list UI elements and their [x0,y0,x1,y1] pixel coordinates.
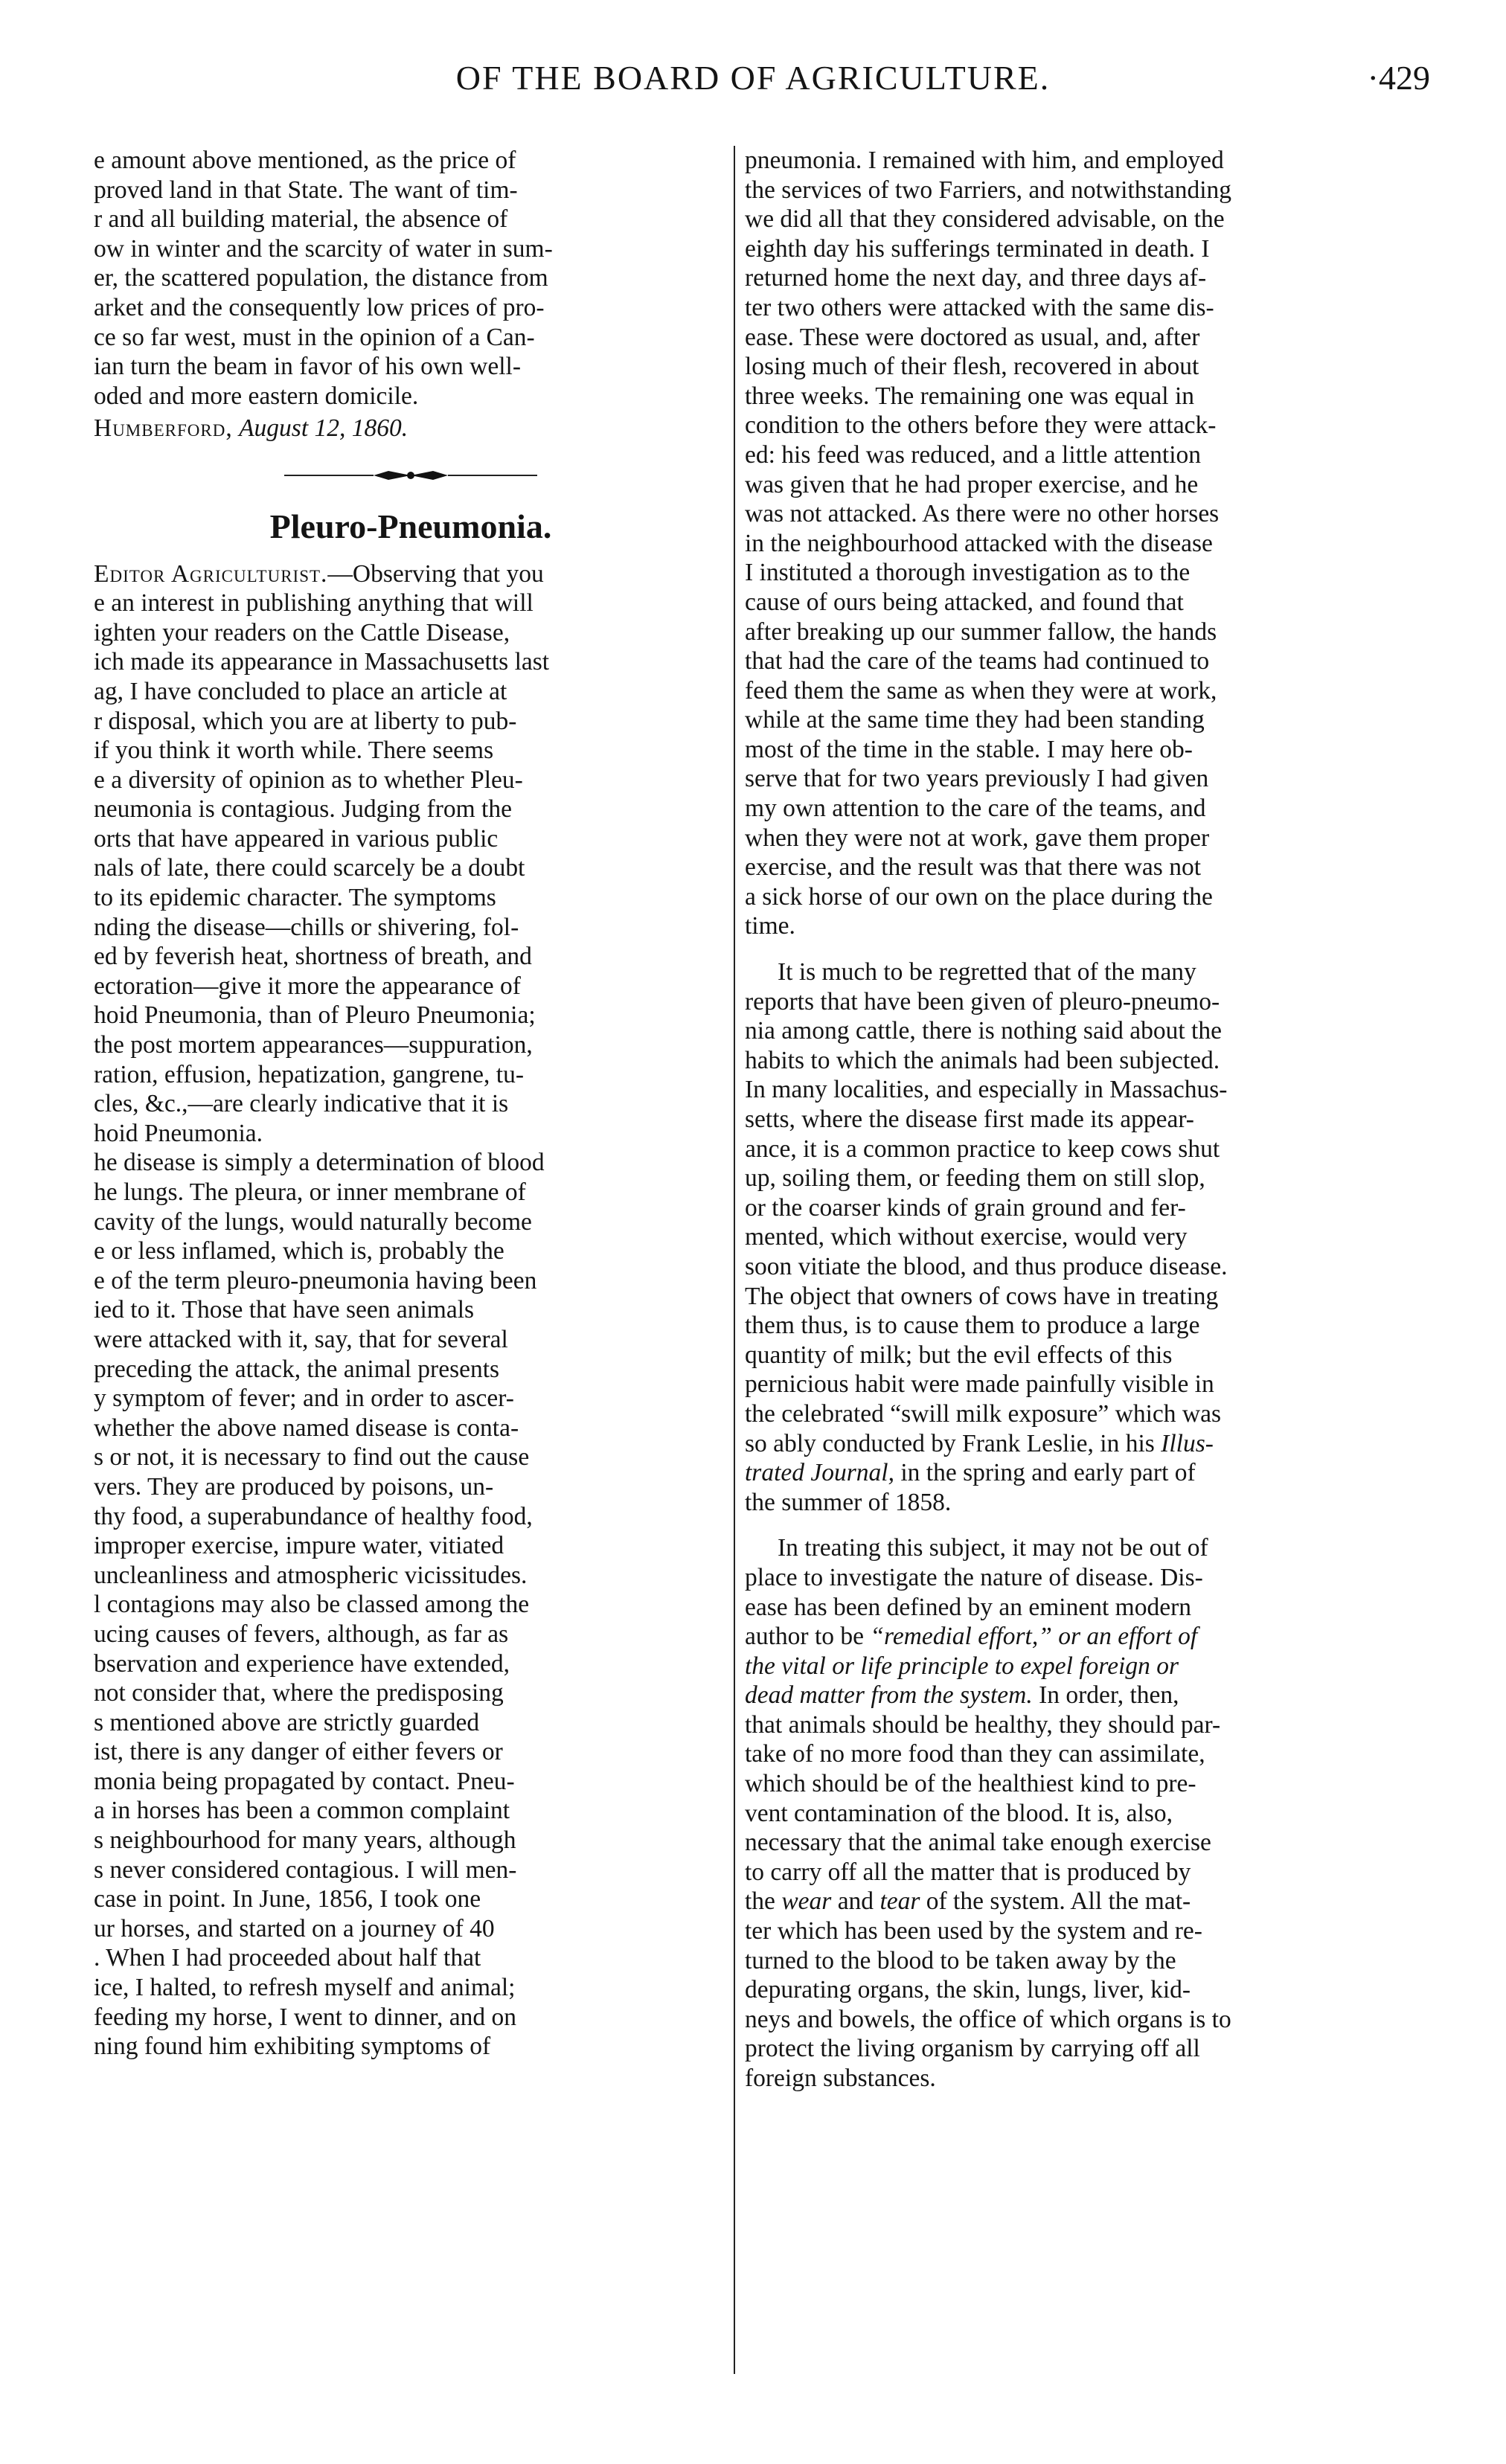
line: were attacked with it, say, that for several [94,1325,508,1353]
line: mented, which without exercise, would very [745,1223,1188,1251]
line: losing much of their flesh, recovered in about [745,353,1199,381]
line: er, the scattered population, the distance from [94,264,548,292]
line: ich made its appearance in Massachusetts last [94,648,550,676]
ornamental-rule [94,443,728,507]
line: or the coarser kinds of grain ground and fer- [745,1193,1186,1222]
line: depurating organs, the skin, lungs, liver, kid- [745,1976,1191,2004]
line: s never considered contagious. I will men- [94,1855,517,1884]
line: In treating this subject, it may not be out of [778,1534,1208,1562]
line: ian turn the beam in favor of his own well- [94,353,521,381]
line: nding the disease—chills or shivering, fol- [94,913,519,941]
page-number: ·429 [1367,59,1430,97]
line: y symptom of fever; and in order to ascer- [94,1385,514,1413]
paragraph-3 [745,1533,1414,2093]
italic-text: “remedial effort,” or an effort of [870,1623,1198,1651]
line: when they were not at work, gave them proper [745,824,1210,852]
line: ration, effusion, hepatization, gangrene, tu- [94,1060,524,1088]
line: the [745,1887,782,1916]
line: so ably conducted by Frank Leslie, in his [745,1429,1161,1457]
left-column [94,146,728,2430]
line: place to investigate the nature of disease. Dis- [745,1563,1203,1591]
line: In order, then, [1032,1681,1179,1710]
italic-text: wear [781,1887,832,1916]
line: in the spring and early part of [894,1459,1196,1487]
line: was given that he had proper exercise, and he [745,470,1199,498]
line: in the neighbourhood attacked with the disease [745,529,1213,557]
line: e amount above mentioned, as the price of [94,147,516,174]
salutation: Editor Agriculturist. [94,559,328,588]
line: he disease is simply a determination of blood [94,1149,545,1177]
line: eighth day his sufferings terminated in death. I [745,234,1210,263]
line: cause of ours being attacked, and found that [745,588,1184,616]
line: returned home the next day, and three days af- [745,264,1207,292]
line: three weeks. The remaining one was equal in [745,382,1195,410]
line: the post mortem appearances—suppuration, [94,1031,533,1059]
line: he lungs. The pleura, or inner membrane of [94,1178,526,1206]
line: necessary that the animal take enough exercise [745,1829,1211,1857]
line: and [831,1887,880,1916]
line: In many localities, and especially in Massachus- [745,1076,1228,1104]
line: feed them the same as when they were at work, [745,676,1217,705]
dateline [94,414,728,443]
running-title: OF THE BOARD OF AGRICULTURE. [455,59,1051,97]
line: of the system. All the mat- [920,1887,1191,1916]
line: take of no more food than they can assimilate, [745,1740,1205,1768]
line: that animals should be healthy, they should par- [745,1710,1221,1739]
line: ed: his feed was reduced, and a little attention [745,440,1202,469]
line: nals of late, there could scarcely be a doubt [94,854,525,882]
line: a in horses has been a common complaint [94,1797,510,1825]
line: ow in winter and the scarcity of water in sum- [94,234,553,263]
line: orts that have appeared in various public [94,824,499,853]
line: pneumonia. I remained with him, and employed [745,147,1224,174]
line: most of the time in the stable. I may here ob- [745,735,1193,763]
italic-text: tear [879,1887,920,1916]
line: —Observing that you [327,559,544,588]
line: turned to the blood to be taken away by the [745,1946,1176,1974]
line: cavity of the lungs, would naturally become [94,1207,532,1236]
line: the summer of 1858. [745,1488,952,1516]
line: improper exercise, impure water, vitiated [94,1532,504,1560]
line: case in point. In June, 1856, I took one [94,1885,481,1913]
line: to carry off all the matter that is produced by [745,1858,1191,1886]
line: habits to which the animals had been subjected. [745,1046,1220,1074]
italic-text: Illus- [1161,1429,1214,1457]
line: condition to the others before they were attack- [745,411,1217,440]
line: ucing causes of fevers, although, as far as [94,1620,509,1648]
line: the services of two Farriers, and notwithstanding [745,176,1232,204]
line: pernicious habit were made painfully visible in [745,1370,1214,1399]
line: setts, where the disease first made its appear- [745,1106,1194,1133]
line: ice, I halted, to refresh myself and animal; [94,1974,516,2002]
line: The object that owners of cows have in treating [745,1282,1219,1310]
line: ease has been defined by an eminent modern [745,1593,1191,1621]
line: ance, it is a common practice to keep cows shut [745,1135,1220,1163]
line: ighten your readers on the Cattle Disease, [94,618,510,647]
line: vers. They are produced by poisons, un- [94,1472,494,1501]
italic-text: trated Journal, [745,1459,894,1487]
line: which should be of the healthiest kind to pre- [745,1770,1196,1798]
line: protect the living organism by carrying off all [745,2035,1200,2063]
line: It is much to be regretted that of the many [778,958,1196,986]
line: ur horses, and started on a journey of 40 [94,1914,495,1942]
line: ist, there is any danger of either fevers or [94,1738,503,1766]
line: I instituted a thorough investigation as to the [745,559,1191,587]
line: that had the care of the teams had continued to [745,647,1210,676]
dateline-place: Humberford, [94,414,233,443]
line: while at the same time they had been standing [745,706,1205,734]
line: them thus, is to cause them to produce a large [745,1312,1200,1340]
running-head [0,58,1506,110]
line: cles, &c.,—are clearly indicative that it is [94,1090,509,1118]
line: s or not, it is necessary to find out the cause [94,1443,530,1472]
line: ied to it. Those that have seen animals [94,1296,475,1324]
italic-text: dead matter from the system. [745,1681,1033,1710]
line: my own attention to the care of the teams, and [745,795,1206,823]
line: the celebrated “swill milk exposure” which was [745,1399,1222,1428]
line: soon vitiate the blood, and thus produce disease. [745,1252,1228,1280]
line: ag, I have concluded to place an article at [94,677,507,705]
line: quantity of milk; but the evil effects of this [745,1341,1173,1369]
line: ter which has been used by the system and re- [745,1917,1202,1945]
line: to its epidemic character. The symptoms [94,884,496,912]
line: . When I had proceeded about half that [94,1944,481,1972]
line: whether the above named disease is conta- [94,1414,519,1442]
line: ed by feverish heat, shortness of breath, and [94,943,532,971]
line: arket and the consequently low prices of pro- [94,293,545,321]
line: a sick horse of our own on the place during the [745,882,1213,911]
line: proved land in that State. The want of tim- [94,176,518,204]
line: neys and bowels, the office of which organs is to [745,2005,1231,2033]
line: after breaking up our summer fallow, the hands [745,617,1217,646]
line: oded and more eastern domicile. [94,382,419,410]
paragraph-2 [745,957,1414,1517]
ornament-icon [284,468,537,483]
paragraph-1 [745,146,1414,941]
line: was not attacked. As there were no other horses [745,500,1220,528]
right-column [745,146,1414,2430]
line: serve that for two years previously I had given [745,765,1209,793]
line: author to be [745,1623,871,1651]
line: neumonia is contagious. Judging from the [94,795,512,824]
line: foreign substances. [745,2064,936,2092]
line: not consider that, where the predisposing [94,1679,504,1707]
line: hoid Pneumonia. [94,1119,263,1147]
line: e of the term pleuro-pneumonia having been [94,1266,537,1294]
line: nia among cattle, there is nothing said about the [745,1017,1222,1045]
line: uncleanliness and atmospheric vicissitudes. [94,1561,528,1589]
line: thy food, a superabundance of healthy food, [94,1502,533,1530]
line: r and all building material, the absence of [94,205,508,234]
line: vent contamination of the blood. It is, also, [745,1799,1173,1827]
line: preceding the attack, the animal presents [94,1355,500,1383]
line: we did all that they considered advisable, on the [745,205,1225,234]
line: e a diversity of opinion as to whether Pleu- [94,766,523,794]
line: ter two others were attacked with the same dis- [745,293,1214,321]
dateline-date: August 12, 1860. [239,414,408,443]
line: s mentioned above are strictly guarded [94,1708,480,1736]
article-body-left [94,559,728,2062]
line: r disposal, which you are at liberty to pub- [94,707,517,735]
line: up, soiling them, or feeding them on still slop, [745,1164,1205,1193]
line: ce so far west, must in the opinion of a Can- [94,323,535,351]
italic-text: the vital or life principle to expel foreign or [745,1652,1179,1680]
line: e an interest in publishing anything that will [94,589,533,617]
line: exercise, and the result was that there was not [745,853,1202,882]
article-title: Pleuro-Pneumonia. [269,507,552,545]
line: bservation and experience have extended, [94,1649,510,1678]
line: monia being propagated by contact. Pneu- [94,1767,515,1795]
line: l contagions may also be classed among the [94,1591,530,1619]
line: reports that have been given of pleuro-pneumo- [745,987,1220,1016]
line: time. [745,912,795,940]
line: ease. These were doctored as usual, and, after [745,323,1200,351]
line: s neighbourhood for many years, although [94,1826,516,1855]
intro-paragraph [94,146,728,411]
line: hoid Pneumonia, than of Pleuro Pneumonia; [94,1001,536,1030]
line: e or less inflamed, which is, probably the [94,1237,504,1265]
line: ning found him exhibiting symptoms of [94,2033,491,2061]
line: ectoration—give it more the appearance of [94,972,521,1000]
column-divider [734,146,735,2374]
line: feeding my horse, I went to dinner, and on [94,2003,517,2031]
line: if you think it worth while. There seems [94,737,494,765]
